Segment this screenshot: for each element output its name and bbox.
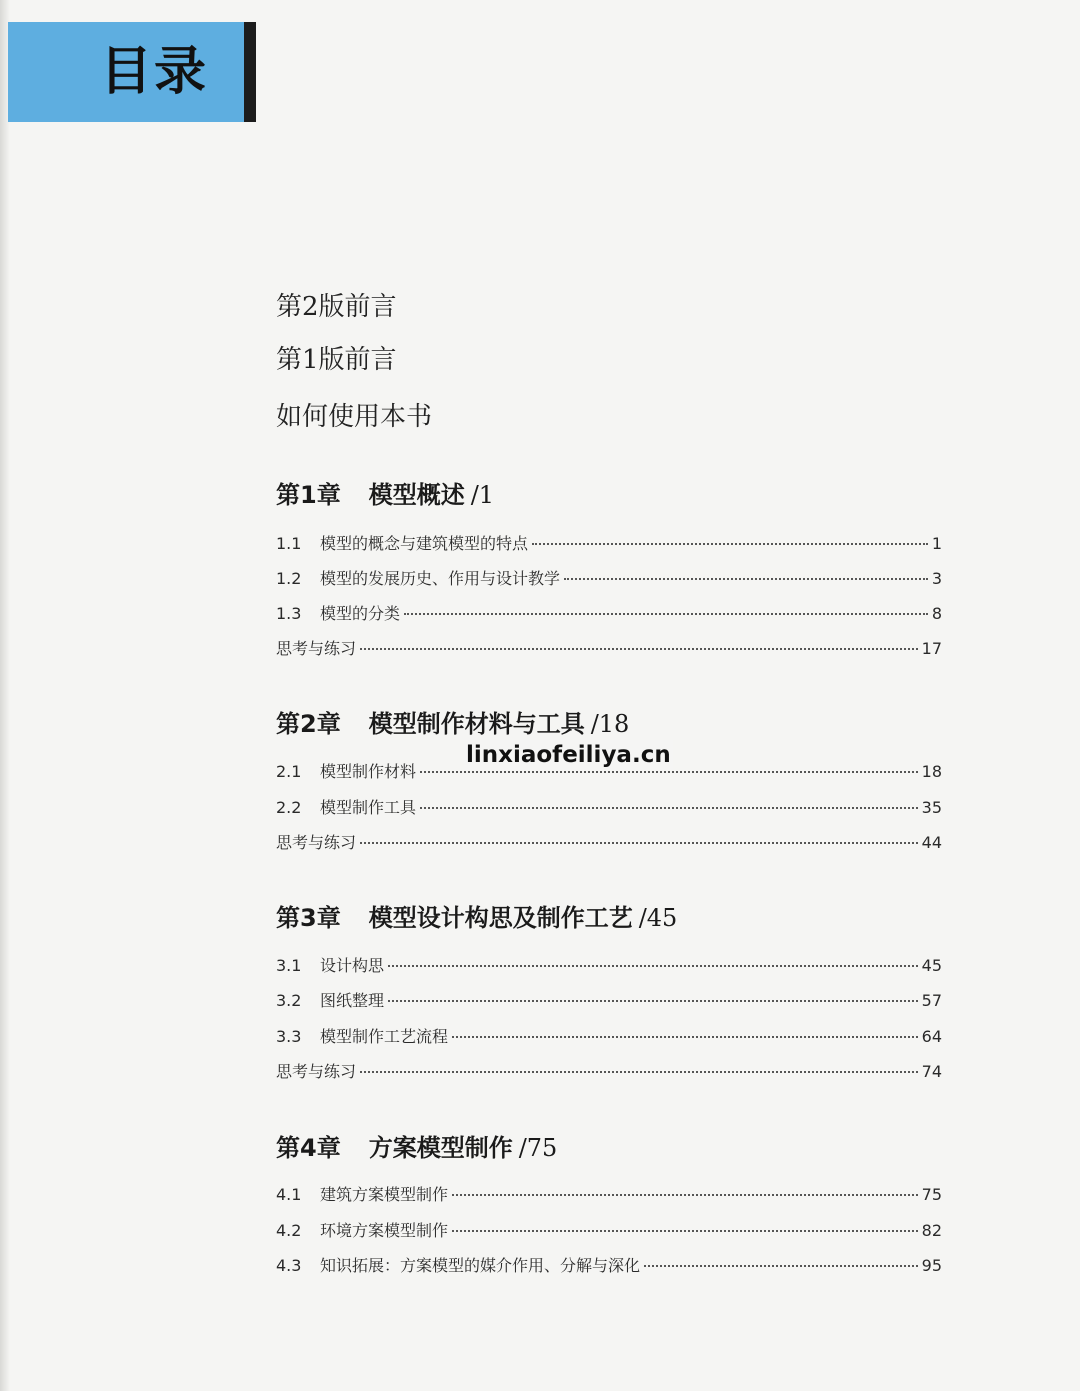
watermark-text: linxiaofeiliya.cn: [466, 742, 671, 768]
dot-leader: [388, 965, 918, 967]
toc-entry-4-1[interactable]: [276, 1182, 942, 1208]
entry-title: 思考与练习: [276, 833, 357, 852]
entry-number: 3.2: [276, 991, 302, 1010]
chapter-page: /1: [470, 481, 495, 509]
entry-page: 3: [931, 569, 942, 588]
chapter-page: /75: [518, 1134, 558, 1162]
entry-number: 3.1: [276, 956, 302, 975]
entry-number: 3.3: [276, 1027, 302, 1046]
dot-leader: [564, 578, 928, 580]
entry-title: 建筑方案模型制作: [320, 1185, 449, 1204]
dot-leader: [388, 1000, 918, 1002]
chapter-number: 第3章: [276, 904, 341, 932]
entry-number: 2.1: [276, 762, 302, 781]
chapter-title: 模型设计构思及制作工艺: [368, 904, 633, 932]
toc-entry-1-3[interactable]: [276, 601, 942, 627]
toc-entry-3-3[interactable]: [276, 1024, 942, 1050]
page-binding-shadow: [0, 0, 10, 1391]
entry-page: 8: [931, 604, 942, 623]
chapter-title: 模型概述: [368, 481, 465, 509]
toc-entry-1-2[interactable]: [276, 566, 942, 592]
entry-page: 74: [921, 1062, 942, 1081]
entry-number: 1.2: [276, 569, 302, 588]
dot-leader: [644, 1265, 918, 1267]
entry-page: 18: [921, 762, 942, 781]
header-banner-edge: [244, 22, 256, 122]
entry-page: 57: [921, 991, 942, 1010]
toc-chapter-2[interactable]: [276, 707, 629, 741]
chapter-page: /45: [638, 904, 678, 932]
entry-title: 模型的概念与建筑模型的特点: [320, 534, 529, 553]
toc-preface-1st-edition[interactable]: 第1版前言: [276, 345, 397, 375]
entry-page: 64: [921, 1027, 942, 1046]
entry-title: 模型制作材料: [320, 762, 417, 781]
entry-title: 环境方案模型制作: [320, 1221, 449, 1240]
entry-number: 4.2: [276, 1221, 302, 1240]
page-title: 目录: [100, 42, 209, 102]
toc-chapter-1[interactable]: [276, 478, 494, 512]
chapter-page: /18: [590, 710, 630, 738]
toc-chapter-4[interactable]: [276, 1131, 557, 1165]
toc-entry-3-exercises[interactable]: [276, 1059, 942, 1085]
entry-page: 75: [921, 1185, 942, 1204]
toc-how-to-use[interactable]: 如何使用本书: [276, 402, 433, 432]
dot-leader: [452, 1230, 918, 1232]
dot-leader: [360, 842, 918, 844]
chapter-number: 第4章: [276, 1134, 341, 1162]
entry-title: 模型的分类: [320, 604, 401, 623]
entry-title: 模型的发展历史、作用与设计教学: [320, 569, 561, 588]
entry-number: 1.1: [276, 534, 302, 553]
toc-preface-2nd-edition[interactable]: 第2版前言: [276, 292, 397, 322]
chapter-title: 方案模型制作: [368, 1134, 513, 1162]
chapter-number: 第1章: [276, 481, 341, 509]
entry-page: 35: [921, 798, 942, 817]
entry-page: 95: [921, 1256, 942, 1275]
chapter-title: 模型制作材料与工具: [368, 710, 585, 738]
entry-number: 1.3: [276, 604, 302, 623]
dot-leader: [532, 543, 928, 545]
toc-entry-1-exercises[interactable]: [276, 636, 942, 662]
dot-leader: [404, 613, 928, 615]
toc-entry-4-3[interactable]: [276, 1253, 942, 1279]
entry-page: 17: [921, 639, 942, 658]
toc-entry-3-2[interactable]: [276, 988, 942, 1014]
entry-title: 模型制作工艺流程: [320, 1027, 449, 1046]
entry-title: 模型制作工具: [320, 798, 417, 817]
entry-title: 知识拓展：方案模型的媒介作用、分解与深化: [320, 1256, 641, 1275]
dot-leader: [360, 648, 918, 650]
entry-page: 45: [921, 956, 942, 975]
entry-page: 1: [931, 534, 942, 553]
chapter-number: 第2章: [276, 710, 341, 738]
entry-title: 思考与练习: [276, 639, 357, 658]
entry-number: 4.1: [276, 1185, 302, 1204]
toc-entry-3-1[interactable]: [276, 953, 942, 979]
toc-entry-2-2[interactable]: [276, 795, 942, 821]
dot-leader: [452, 1194, 918, 1196]
dot-leader: [420, 807, 918, 809]
dot-leader: [420, 771, 918, 773]
toc-entry-4-2[interactable]: [276, 1218, 942, 1244]
entry-page: 82: [921, 1221, 942, 1240]
entry-number: 4.3: [276, 1256, 302, 1275]
dot-leader: [360, 1071, 918, 1073]
entry-title: 设计构思: [320, 956, 385, 975]
entry-number: 2.2: [276, 798, 302, 817]
entry-title: 图纸整理: [320, 991, 385, 1010]
dot-leader: [452, 1036, 918, 1038]
toc-entry-1-1[interactable]: [276, 531, 942, 557]
entry-page: 44: [921, 833, 942, 852]
toc-entry-2-exercises[interactable]: [276, 830, 942, 856]
entry-title: 思考与练习: [276, 1062, 357, 1081]
toc-chapter-3[interactable]: [276, 901, 677, 935]
